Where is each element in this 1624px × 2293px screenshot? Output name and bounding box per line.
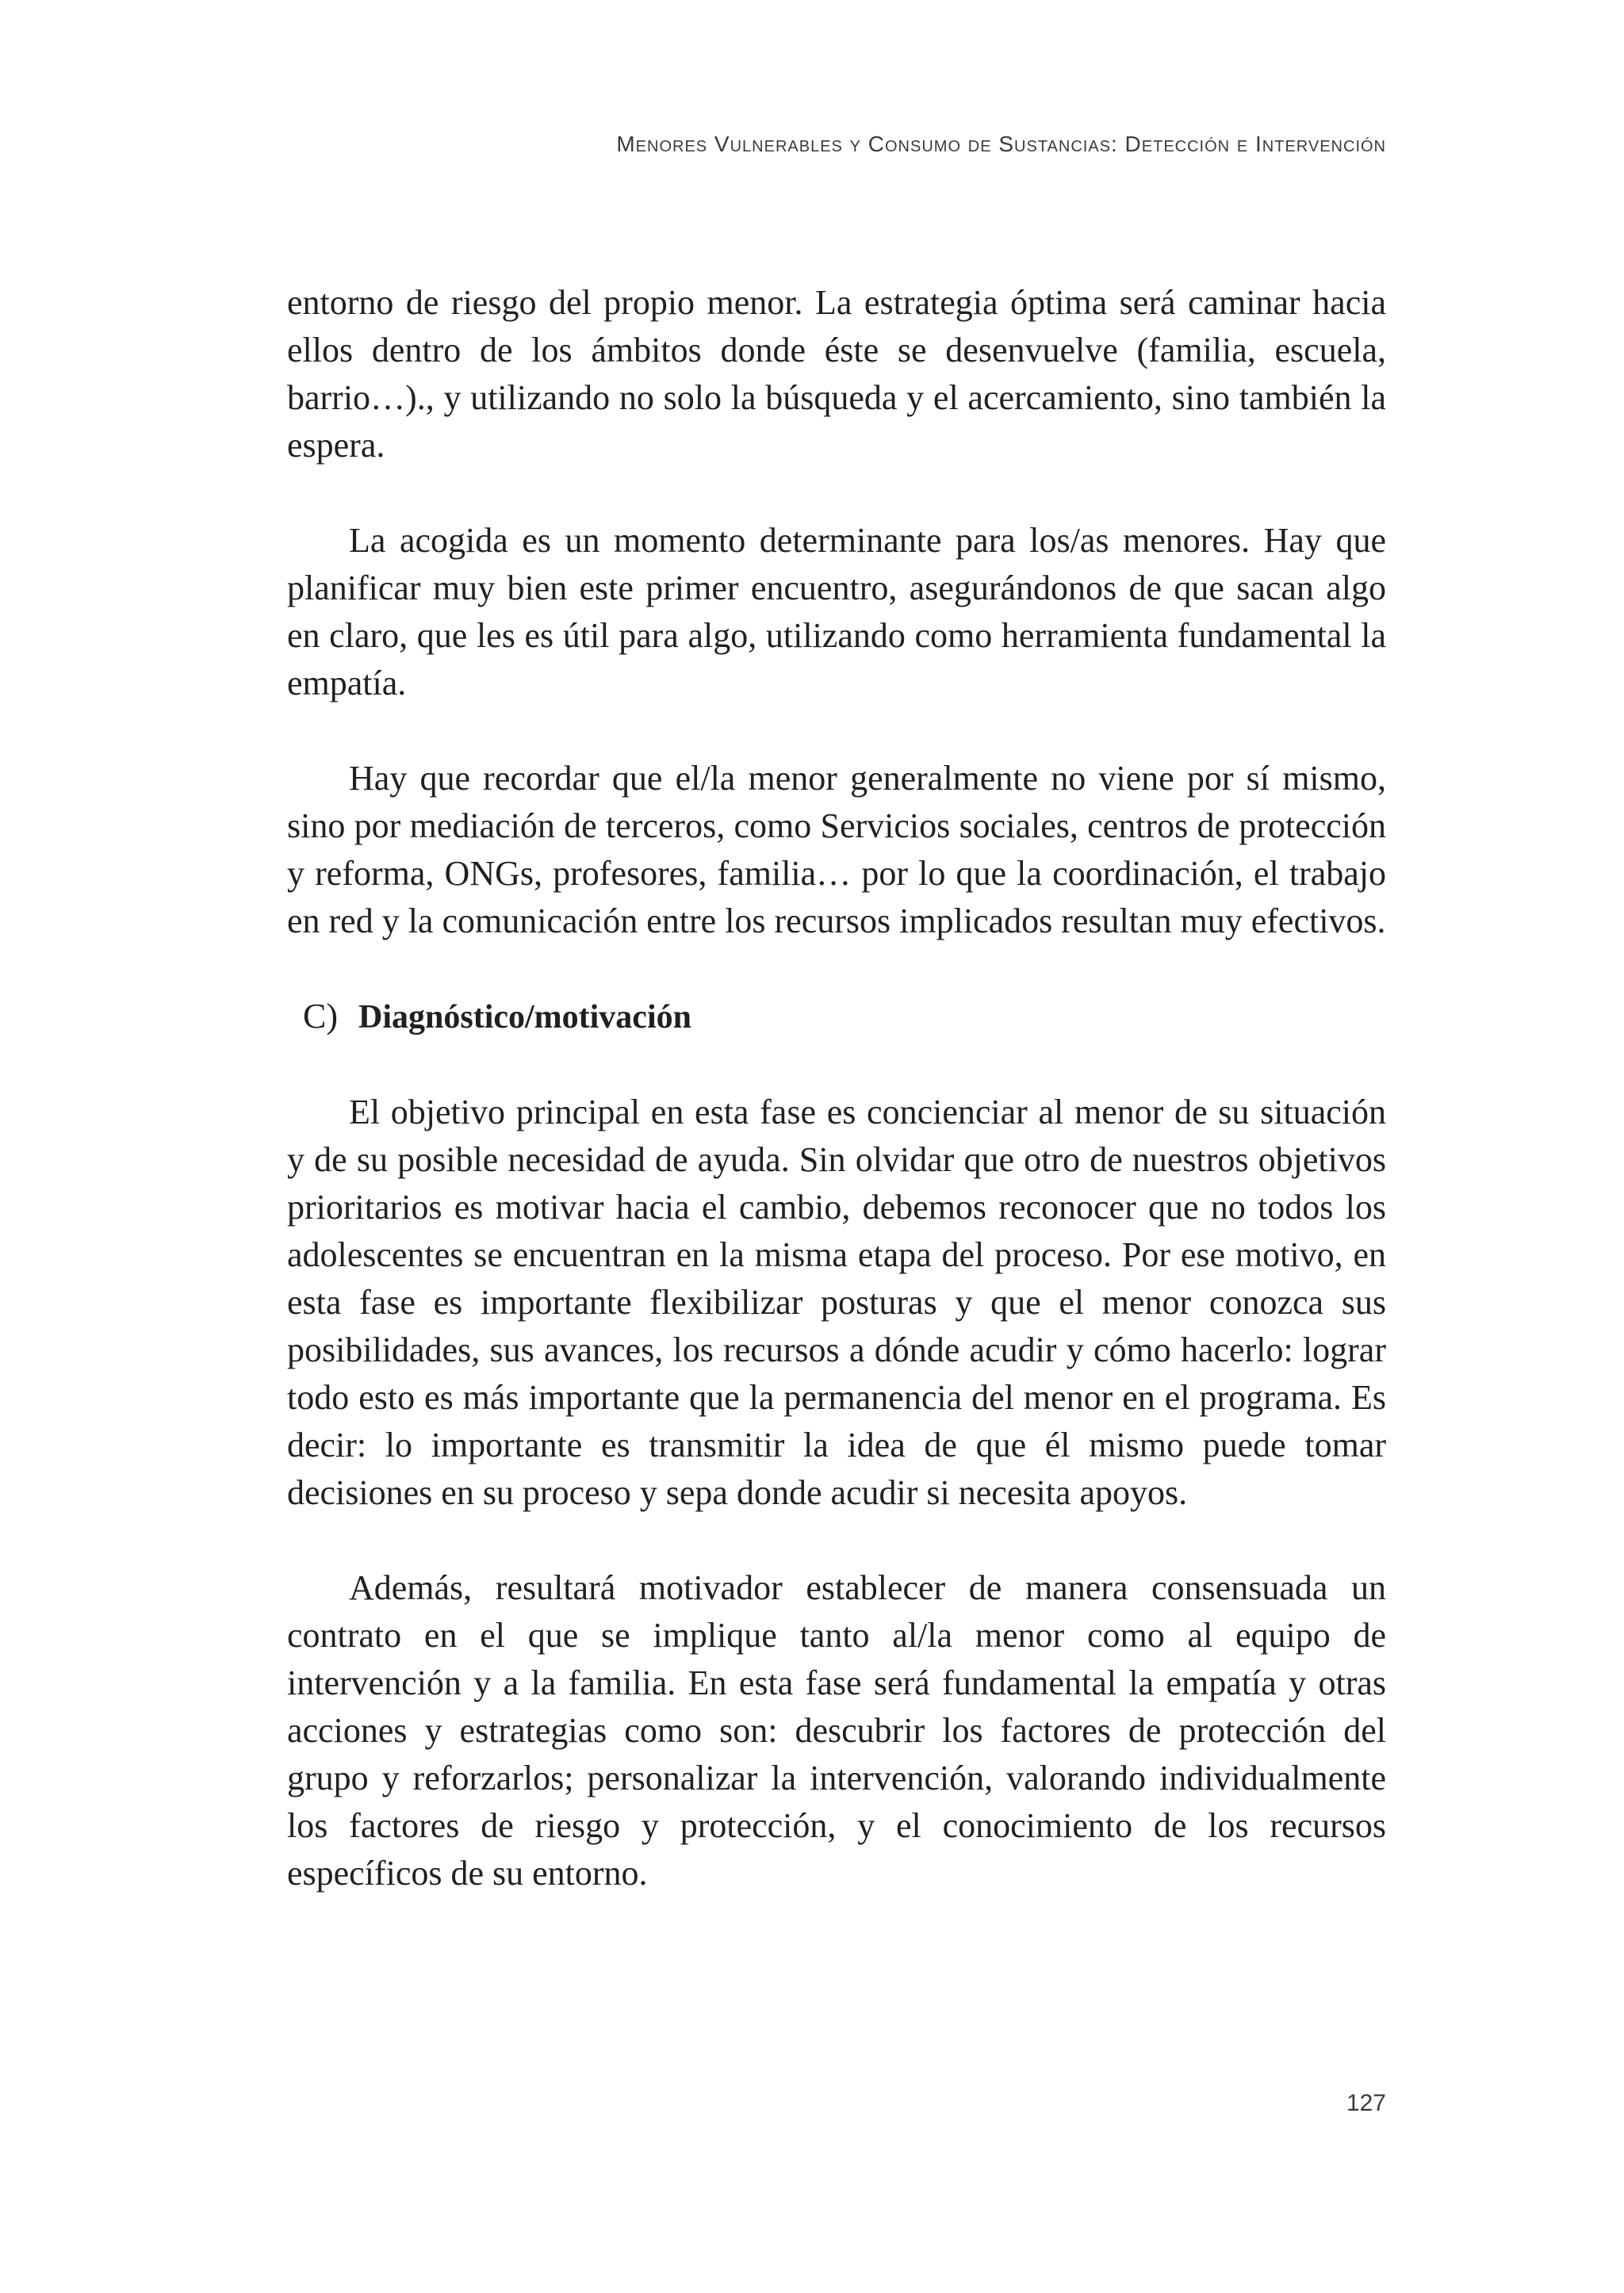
paragraph-1: entorno de riesgo del propio menor. La estrategia óptima será caminar hacia ellos dentro de los ámbitos donde éste se desenvuelve (familia, escuela, barrio…)., y utilizando no solo la búsqueda y el acercamiento, sino también la espera. [287,283,1386,465]
section-title: Diagnóstico/motivación [358,999,691,1035]
paragraph-3: Hay que recordar que el/la menor generalmente no viene por sí mismo, sino por mediación de terceros, como Servicios sociales, centros de protección y reforma, ONGs, profesores, familia… por lo que la coordinación, el trabajo en red y la comunicación entre los recursos implicados resultan muy efectivos. [287,759,1386,940]
section-letter: C) [303,997,338,1035]
page-number: 127 [1346,2090,1386,2116]
running-header: Menores Vulnerables y Consumo de Sustancias: Detección e Intervención [616,132,1386,156]
section-heading [303,993,1386,1041]
paragraph-5: Además, resultará motivador establecer de manera consensuada un contrato en el que se implique tanto al/la menor como al equipo de intervención y a la familia. En esta fase será fundamental la empatía y otras acciones y estrategias como son: descubrir los factores de protección del grupo y reforzarlos; personalizar la intervención, valorando individualmente los factores de riesgo y protección, y el conocimiento de los recursos específicos de su entorno. [287,1568,1386,1893]
body-text [287,279,1386,1897]
paragraph-2: La acogida es un momento determinante para los/as menores. Hay que planificar muy bien este primer encuentro, asegurándonos de que sacan algo en claro, que les es útil para algo, utilizando como herramienta fundamental la empatía. [287,521,1386,702]
paragraph-4: El objetivo principal en esta fase es concienciar al menor de su situación y de su posible necesidad de ayuda. Sin olvidar que otro de nuestros objetivos prioritarios es motivar hacia el cambio, debemos reconocer que no todos los adolescentes se encuentran en la misma etapa del proceso. Por ese motivo, en esta fase es importante flexibilizar posturas y que el menor conozca sus posibilidades, sus avances, los recursos a dónde acudir y cómo hacerlo: lograr todo esto es más importante que la permanencia del menor en el programa. Es decir: lo importante es transmitir la idea de que él mismo puede tomar decisiones en su proceso y sepa donde acudir si necesita apoyos. [287,1093,1386,1512]
